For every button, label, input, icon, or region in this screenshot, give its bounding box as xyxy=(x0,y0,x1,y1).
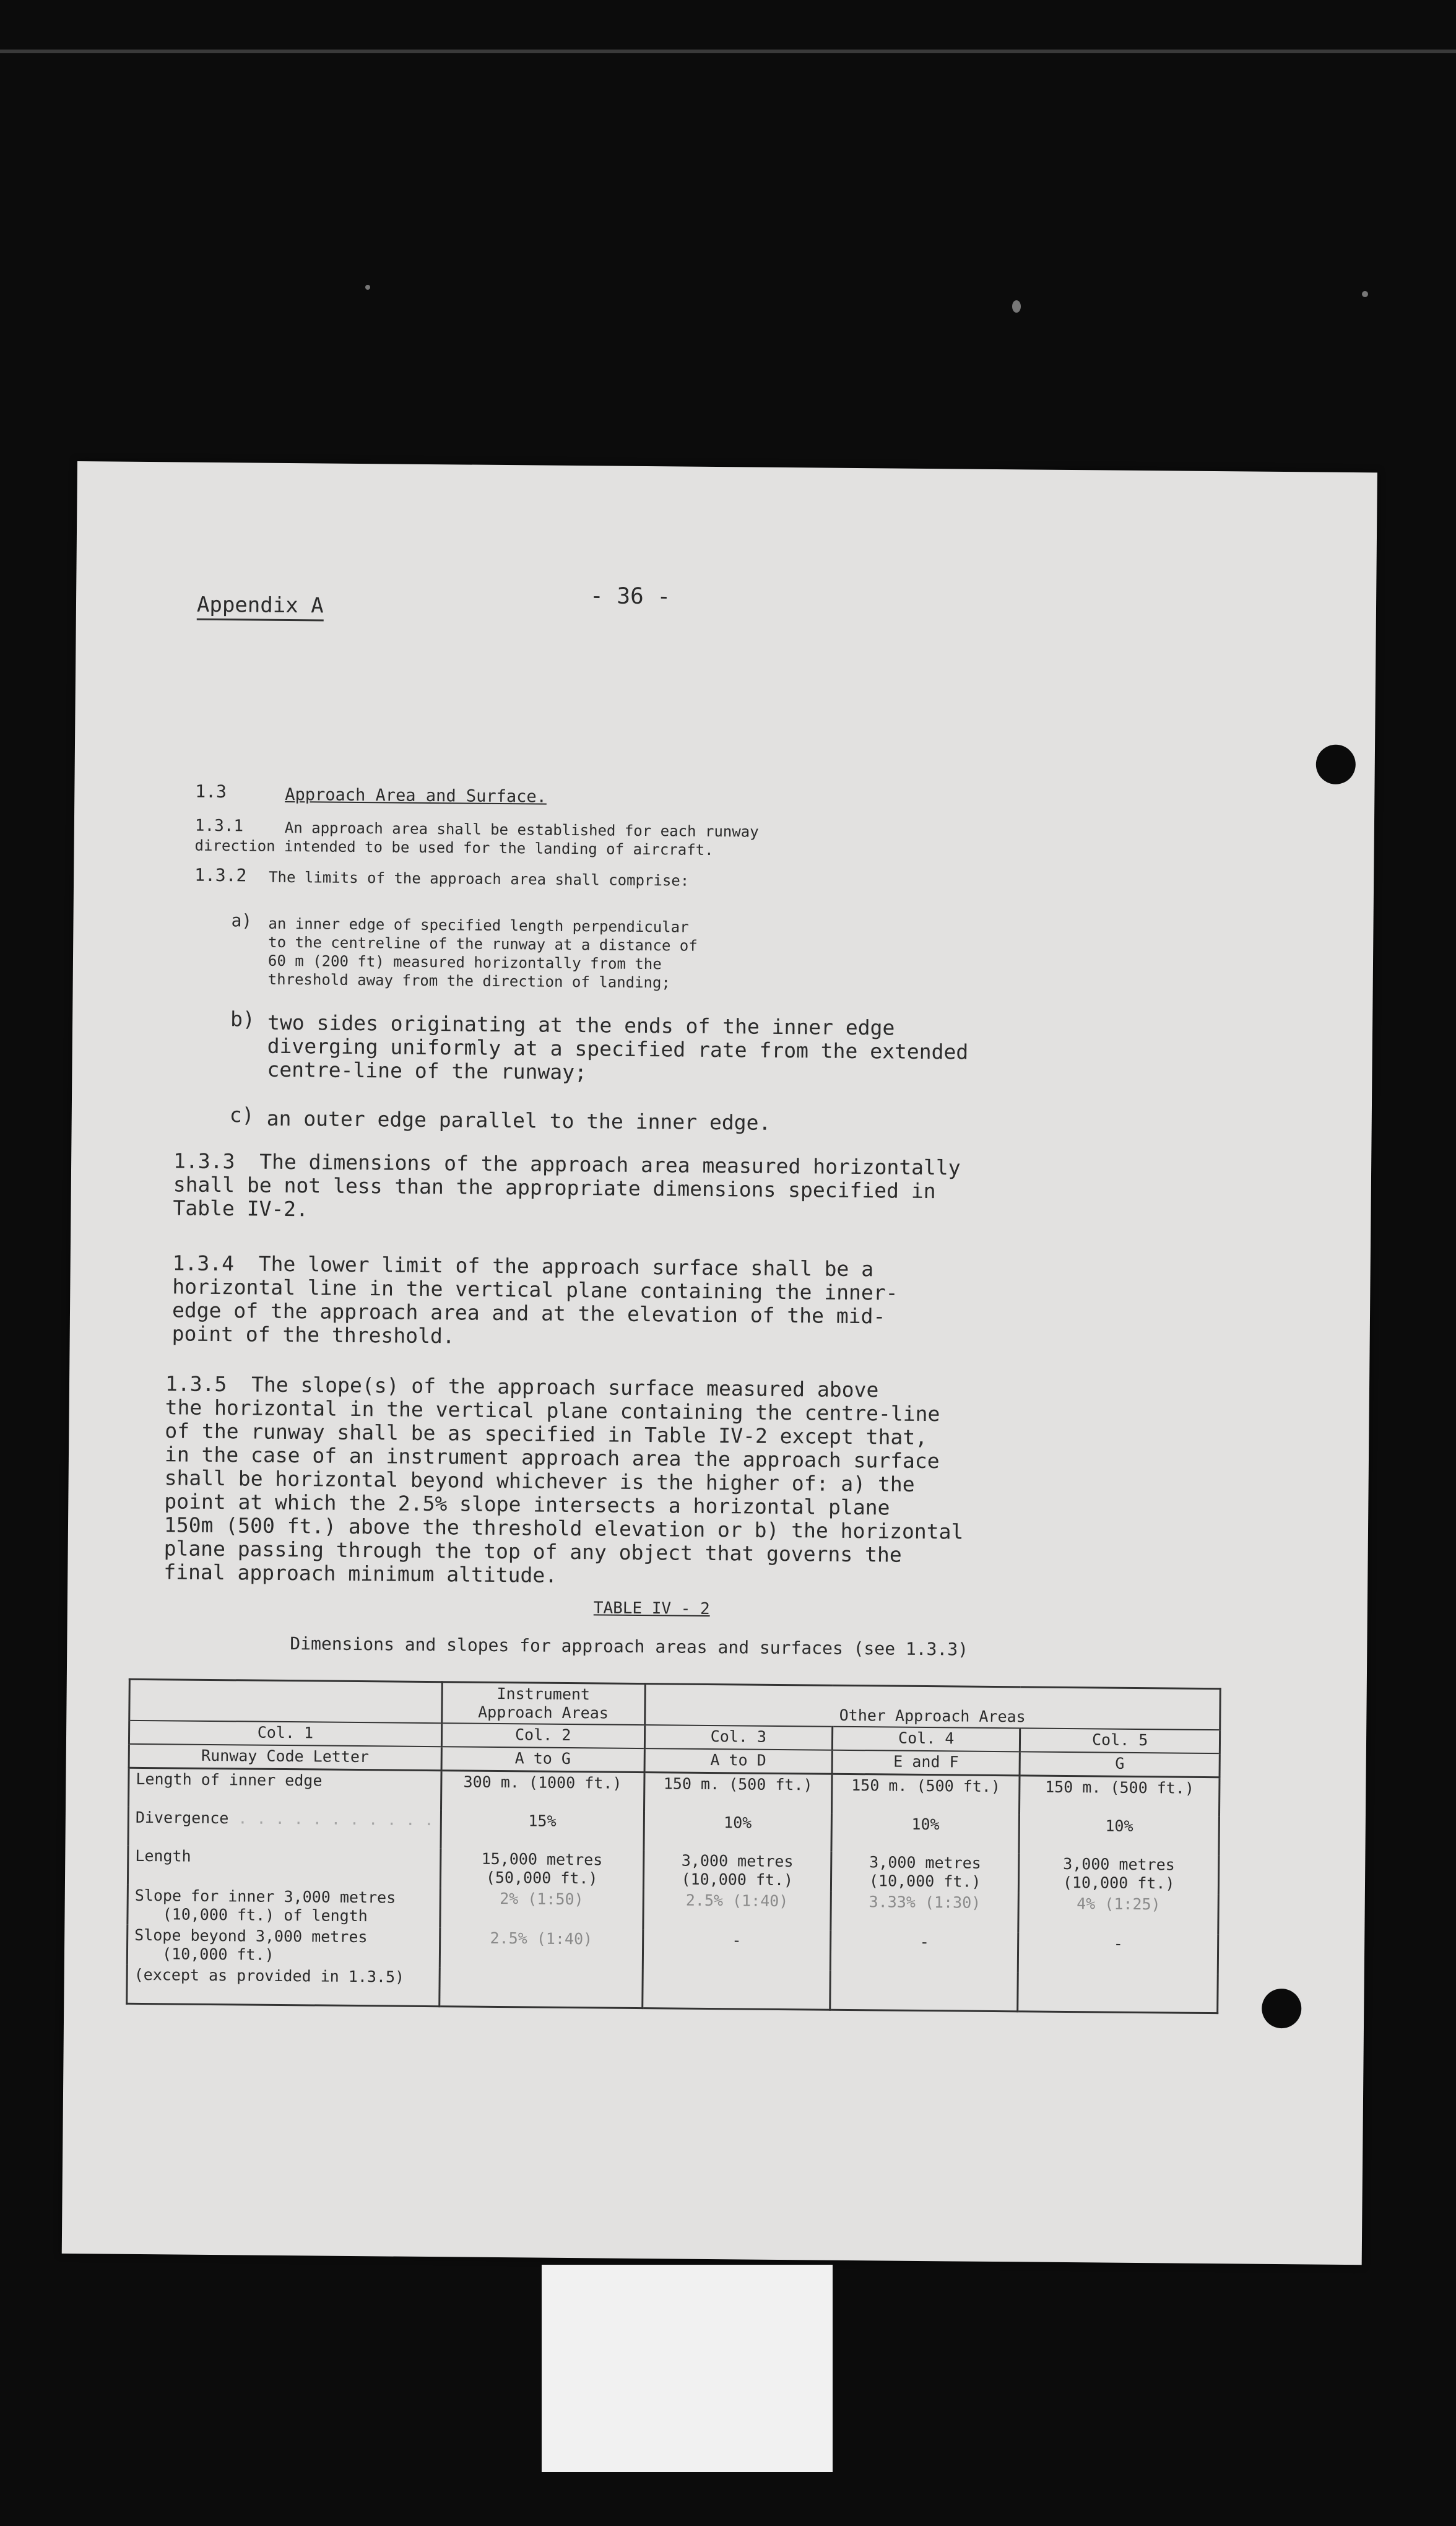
para-1-3-5-line: point at which the 2.5% slope intersects a horizontal plane xyxy=(164,1489,890,1520)
table-cell: 300 m. (1000 ft.) xyxy=(441,1771,644,1812)
table-cell: 15,000 metres (50,000 ft.) xyxy=(440,1848,644,1890)
para-1-3-2-line: The limits of the approach area shall comprise: xyxy=(269,868,690,890)
para-1-3-5-line: of the runway shall be as specified in Table IV-2 except that, xyxy=(165,1418,928,1450)
table-cell: 3,000 metres (10,000 ft.) xyxy=(1019,1853,1219,1894)
column-subheader: A to G xyxy=(441,1747,644,1772)
item-a-line: an inner edge of specified length perpendicular xyxy=(268,914,689,936)
item-a-label: a) xyxy=(231,910,253,931)
punch-hole-top xyxy=(1316,744,1356,784)
target-card xyxy=(542,2265,833,2472)
row-label: Length xyxy=(128,1846,440,1888)
para-1-3-5-line: final approach minimum altitude. xyxy=(163,1560,558,1587)
dust-speck xyxy=(1362,291,1368,297)
para-1-3-4-line: horizontal line in the vertical plane containing the inner- xyxy=(172,1274,898,1305)
table-cell xyxy=(1018,1972,1218,2013)
item-b-line: centre-line of the runway; xyxy=(267,1057,587,1085)
column-name: Col. 2 xyxy=(441,1723,644,1748)
table-cell xyxy=(830,1971,1018,2012)
column-name: Col. 3 xyxy=(644,1725,833,1750)
column-subheader: G xyxy=(1020,1751,1220,1777)
item-a-line: threshold away from the direction of landing; xyxy=(267,970,671,992)
table-cell: 150 m. (500 ft.) xyxy=(832,1774,1020,1815)
table-cell: 2.5% (1:40) xyxy=(440,1927,643,1969)
row-label: Length of inner edge xyxy=(129,1768,441,1810)
para-1-3-1-line: direction intended to be used for the landing of aircraft. xyxy=(194,836,714,859)
table-cell: 15% xyxy=(441,1810,644,1850)
section-number: 1.3 xyxy=(195,781,227,802)
section-title: Approach Area and Surface. xyxy=(285,784,547,807)
column-subheader: A to D xyxy=(644,1748,833,1774)
row-label: Slope for inner 3,000 metres (10,000 ft.) of length xyxy=(128,1885,440,1927)
para-1-3-1-number: 1.3.1 xyxy=(194,816,244,836)
table-cell: - xyxy=(830,1931,1018,1973)
document-page xyxy=(62,461,1377,2265)
column-name: Col. 4 xyxy=(832,1727,1020,1752)
table-cell: 10% xyxy=(644,1812,832,1852)
table-cell xyxy=(439,1967,643,2008)
para-1-3-1-line: An approach area shall be established for each runway xyxy=(284,818,759,841)
group-header-instrument: Instrument Approach Areas xyxy=(441,1682,645,1725)
row-label: Divergence xyxy=(135,1808,229,1828)
item-c-label: c) xyxy=(229,1103,254,1127)
table-cell: 3.33% (1:30) xyxy=(831,1891,1019,1933)
table-cell: 150 m. (500 ft.) xyxy=(644,1773,832,1813)
para-1-3-5-line: 1.3.5 The slope(s) of the approach surface measured above xyxy=(165,1371,879,1402)
table-cell: 4% (1:25) xyxy=(1018,1893,1218,1934)
page-number: - 36 - xyxy=(589,583,671,610)
para-1-3-2-number: 1.3.2 xyxy=(194,864,247,886)
table-cell: 150 m. (500 ft.) xyxy=(1020,1776,1220,1816)
column-subheader: Runway Code Letter xyxy=(129,1744,441,1771)
column-name: Col. 5 xyxy=(1020,1728,1220,1753)
table-cell: 2.5% (1:40) xyxy=(643,1890,831,1931)
para-1-3-5-line: in the case of an instrument approach area the approach surface xyxy=(164,1442,940,1474)
group-header-other: Other Approach Areas xyxy=(644,1684,1220,1730)
column-name: Col. 1 xyxy=(129,1721,441,1747)
item-c-line: an outer edge parallel to the inner edge. xyxy=(266,1106,771,1135)
table-cell: - xyxy=(643,1929,831,1971)
table-caption: TABLE IV - 2 xyxy=(593,1599,710,1618)
para-1-3-4-line: point of the threshold. xyxy=(171,1321,455,1348)
para-1-3-5-line: shall be horizontal beyond whichever is the higher of: a) the xyxy=(164,1465,915,1496)
para-1-3-4-line: edge of the approach area and at the elevation of the mid- xyxy=(171,1298,886,1329)
row-label: Slope beyond 3,000 metres (10,000 ft.) xyxy=(127,1925,440,1967)
para-1-3-5-line: 150m (500 ft.) above the threshold elevation or b) the horizontal xyxy=(163,1513,964,1544)
para-1-3-3-line: 1.3.3 The dimensions of the approach area measured horizontally xyxy=(173,1148,961,1180)
table-cell-empty xyxy=(129,1679,442,1723)
table-cell: 3,000 metres (10,000 ft.) xyxy=(831,1852,1019,1893)
approach-area-table xyxy=(126,1678,1221,2014)
dust-speck xyxy=(365,285,370,290)
table-subtitle: Dimensions and slopes for approach areas and surfaces (see 1.3.3) xyxy=(290,1633,969,1660)
table-cell: 2% (1:50) xyxy=(440,1888,644,1929)
row-label-cell xyxy=(128,1807,441,1848)
para-1-3-4-line: 1.3.4 The lower limit of the approach surface shall be a xyxy=(172,1251,874,1282)
punch-hole-bottom xyxy=(1262,1989,1302,2029)
row-label: (except as provided in 1.3.5) xyxy=(127,1964,440,2007)
para-1-3-5-line: the horizontal in the vertical plane containing the centre-line xyxy=(165,1395,940,1426)
table-cell: 3,000 metres (10,000 ft.) xyxy=(643,1850,831,1891)
item-b-line: two sides originating at the ends of the inner edge xyxy=(267,1010,895,1040)
item-a-line: to the centreline of the runway at a distance of xyxy=(268,933,698,955)
item-b-line: diverging uniformly at a specified rate from the extended xyxy=(267,1033,969,1064)
dust-speck xyxy=(1012,300,1021,313)
column-subheader: E and F xyxy=(832,1750,1020,1776)
table-cell: - xyxy=(1018,1932,1218,1974)
scan-edge xyxy=(0,50,1456,53)
item-b-label: b) xyxy=(230,1007,256,1031)
table-cell: 10% xyxy=(1019,1815,1219,1855)
leader-dots: . . . . . . . . . . . xyxy=(228,1809,434,1829)
appendix-label: Appendix A xyxy=(197,592,324,622)
para-1-3-3-line: shall be not less than the appropriate dimensions specified in xyxy=(173,1172,936,1204)
para-1-3-5-line: plane passing through the top of any object that governs the xyxy=(163,1536,902,1567)
table-cell: 10% xyxy=(831,1813,1020,1854)
para-1-3-3-line: Table IV-2. xyxy=(173,1196,309,1222)
table-cell xyxy=(642,1969,830,2010)
item-a-line: 60 m (200 ft) measured horizontally from the xyxy=(267,952,662,973)
